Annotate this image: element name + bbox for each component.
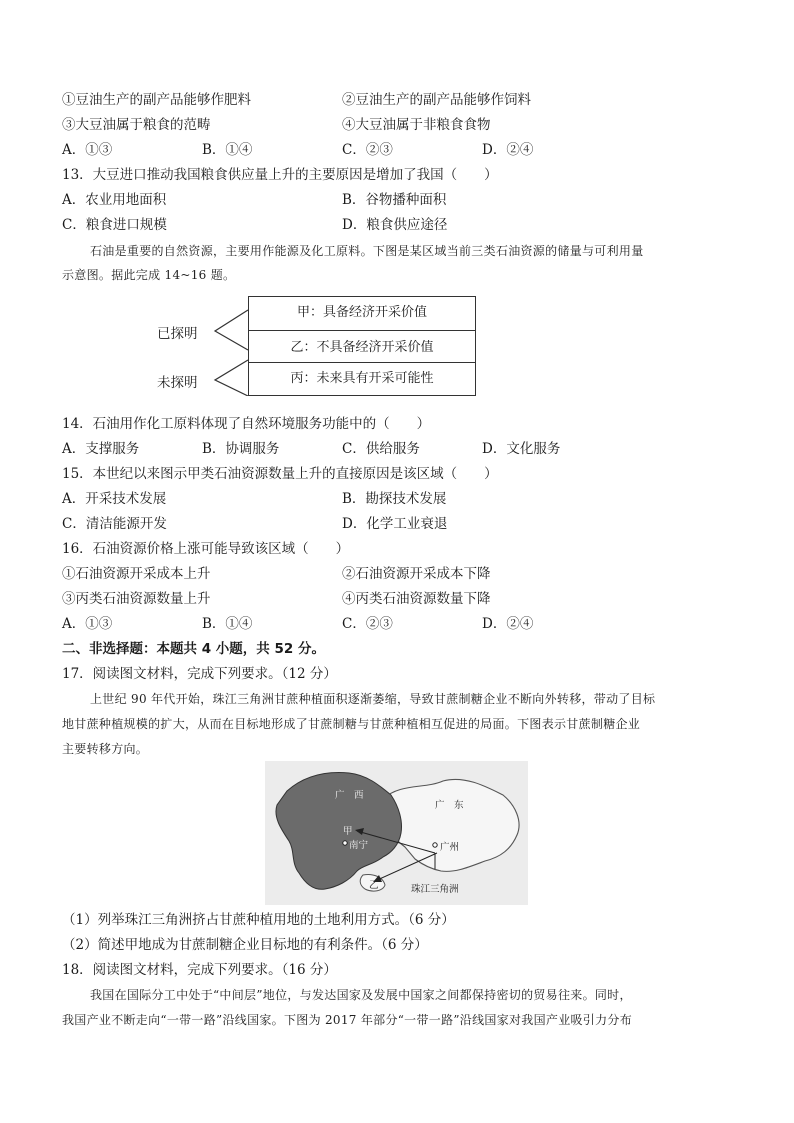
q17-part-2: （2）简述甲地成为甘蔗制糖企业目标地的有利条件。（6 分） (62, 937, 428, 953)
q12-choice-a: A．①③ (62, 142, 113, 158)
q16-option-4: ④丙类石油资源数量下降 (342, 591, 491, 607)
q12-choice-b: B．①④ (202, 142, 253, 158)
type-yi: 乙：不具备经济开采价值 (290, 340, 434, 355)
q16-option-3: ③丙类石油资源数量上升 (62, 591, 211, 607)
reserve-types-box (248, 296, 476, 396)
q14-choice-a: A．支撑服务 (62, 441, 140, 457)
q15-choice-b: B．勘探技术发展 (342, 491, 447, 507)
material-1-line-2: 示意图。据此完成 14~16 题。 (62, 268, 236, 282)
q13-choice-c: C．粮食进口规模 (62, 217, 167, 233)
material-1-line-1: 石油是重要的自然资源，主要用作能源及化工原料。下图是某区域当前三类石油资源的储量与可利用量 (90, 244, 644, 258)
section-heading: 二、非选择题：本题共 4 小题，共 52 分。 (62, 641, 325, 657)
divider (249, 362, 475, 363)
material-3-line-2: 我国产业不断走向“一带一路”沿线国家。下图为 2017 年部分“一带一路”沿线国家对我国产业吸引力分布 (62, 1013, 633, 1027)
map-shapes (265, 761, 528, 905)
q13-choice-b: B．谷物播种面积 (342, 192, 447, 208)
explored-label: 已探明 (157, 326, 198, 342)
q12-choice-c: C．②③ (342, 142, 393, 158)
q15-stem: 15．本世纪以来图示甲类石油资源数量上升的直接原因是该区域（ ） (62, 466, 498, 482)
q12-option-1: ①豆油生产的副产品能够作肥料 (62, 92, 251, 108)
material-3-line-1: 我国在国际分工中处于“中间层”地位，与发达国家及发展中国家之间都保持密切的贸易往来。同时， (90, 988, 632, 1002)
material-2-line-3: 主要转移方向。 (62, 742, 149, 756)
guangdong-shape (383, 779, 519, 871)
yi-label: 乙 (369, 880, 379, 891)
q16-choice-a: A．①③ (62, 616, 113, 632)
q16-choice-b: B．①④ (202, 616, 253, 632)
q12-option-3: ③大豆油属于粮食的范畴 (62, 117, 211, 133)
q15-choice-d: D．化学工业衰退 (342, 516, 448, 532)
q15-choice-c: C．清洁能源开发 (62, 516, 167, 532)
q17-part-1: （1）列举珠江三角洲挤占甘蔗种植用地的土地利用方式。（6 分） (62, 912, 455, 928)
nanning-dot (343, 841, 347, 845)
nanning-label: 南宁 (349, 840, 369, 851)
q14-choice-d: D．文化服务 (482, 441, 561, 457)
prd-label: 珠江三角洲 (411, 884, 459, 895)
q16-stem: 16．石油资源价格上涨可能导致该区域（ ） (62, 541, 350, 557)
q12-option-4: ④大豆油属于非粮食食物 (342, 117, 491, 133)
q15-choice-a: A．开采技术发展 (62, 491, 167, 507)
q16-choice-c: C．②③ (342, 616, 393, 632)
q16-option-1: ①石油资源开采成本上升 (62, 566, 211, 582)
guangxi-label: 广 西 (335, 790, 364, 801)
q14-choice-b: B．协调服务 (202, 441, 280, 457)
jia-label: 甲 (343, 826, 353, 837)
q16-option-2: ②石油资源开采成本下降 (342, 566, 491, 582)
q18-stem: 18．阅读图文材料，完成下列要求。（16 分） (62, 962, 337, 978)
bracket-lines (205, 296, 253, 396)
unexplored-label: 未探明 (157, 375, 198, 391)
q14-choice-c: C．供给服务 (342, 441, 420, 457)
q12-choice-d: D．②④ (482, 142, 534, 158)
guangzhou-dot (433, 843, 437, 847)
guangzhou-label: 广州 (440, 842, 460, 853)
divider (249, 330, 475, 331)
q13-choice-d: D．粮食供应途径 (342, 217, 448, 233)
material-2-line-1: 上世纪 90 年代开始，珠江三角洲甘蔗种植面积逐渐萎缩，导致甘蔗制糖企业不断向外转移，带动了目标 (90, 692, 656, 706)
q13-choice-a: A．农业用地面积 (62, 192, 167, 208)
type-bing: 丙：未来具有开采可能性 (290, 371, 434, 386)
q12-option-2: ②豆油生产的副产品能够作饲料 (342, 92, 531, 108)
material-2-line-2: 地甘蔗种植规模的扩大，从而在目标地形成了甘蔗制糖与甘蔗种植相互促进的局面。下图表示甘蔗制糖企业 (62, 717, 641, 731)
q17-stem: 17．阅读图文材料，完成下列要求。（12 分） (62, 666, 337, 682)
guangdong-label: 广 东 (435, 800, 464, 811)
type-jia: 甲：具备经济开采价值 (296, 305, 427, 320)
q14-stem: 14．石油用作化工原料体现了自然环境服务功能中的（ ） (62, 416, 431, 432)
q16-choice-d: D．②④ (482, 616, 534, 632)
sugar-transfer-map (265, 761, 528, 905)
q13-stem: 13．大豆进口推动我国粮食供应量上升的主要原因是增加了我国（ ） (62, 167, 498, 183)
